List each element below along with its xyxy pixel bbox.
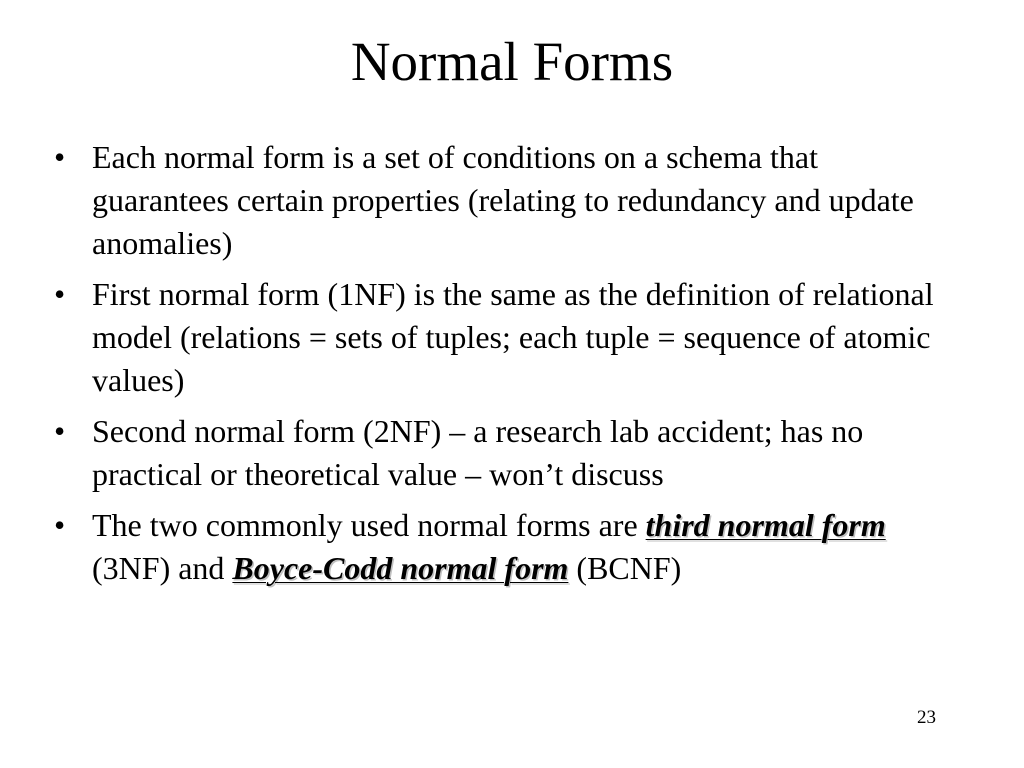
term-third-normal-form: third normal form (645, 507, 886, 543)
bullet-marker: • (54, 276, 66, 312)
bullet-text: First normal form (1NF) is the same as the definition of relational model (relations = sets of tuples; each tuple = sequence of atomic values) (92, 276, 934, 398)
bullet-text-prefix: The two commonly used normal forms are (92, 507, 646, 543)
bullet-item-3 (52, 410, 952, 496)
slide-title: Normal Forms (350, 31, 674, 92)
bullet-text-middle: (3NF) and (92, 550, 233, 586)
bullet-text: Second normal form (2NF) – a research lab accident; has no practical or theoretical value – won’t discuss (92, 413, 864, 492)
bullet-marker: • (54, 507, 66, 543)
page-number: 23 (917, 707, 936, 728)
bullet-item-2 (52, 273, 952, 402)
bullet-item-1 (52, 136, 952, 265)
bullet-list (52, 136, 952, 598)
bullet-item-4 (52, 504, 952, 590)
bullet-text-suffix: (BCNF) (568, 550, 682, 586)
bullet-marker: • (54, 139, 66, 175)
term-boyce-codd-normal-form: Boyce-Codd normal form (232, 550, 569, 586)
bullet-text: Each normal form is a set of conditions on a schema that guarantees certain properties (relating to redundancy and update anomalies) (92, 139, 914, 261)
bullet-marker: • (54, 413, 66, 449)
